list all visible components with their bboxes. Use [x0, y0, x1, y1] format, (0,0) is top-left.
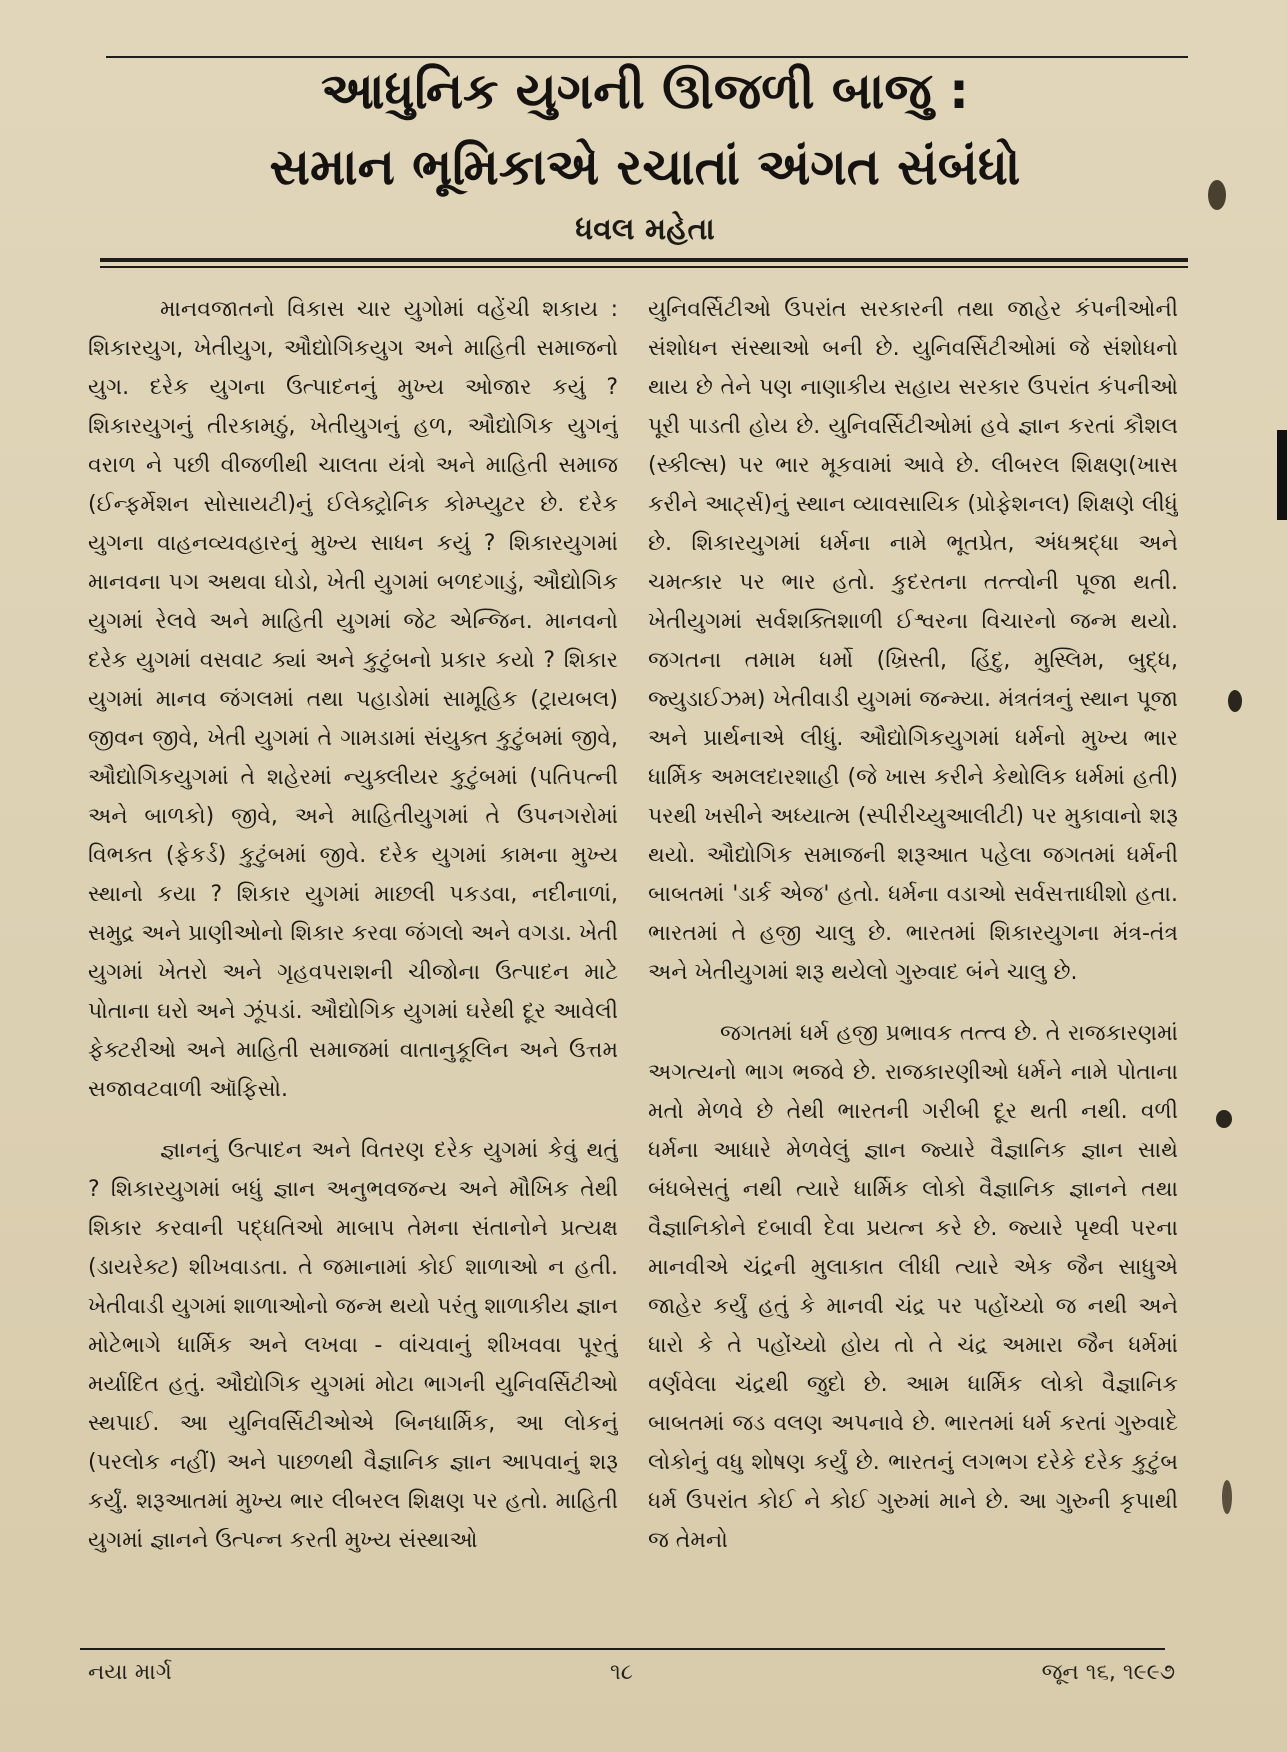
paragraph: માનવજાતનો વિકાસ ચાર યુગોમાં વહેંચી શકાય : શિકારયુગ, ખેતીયુગ, ઔદ્યોગિકયુગ અને માહિતી સમાજનો યુગ. દરેક યુગના ઉત્પાદનનું મુખ્ય ઓજાર કયું ? શિકારયુગનું તીરકામઠું, ખેતીયુગનું હળ, ઔદ્યોગિક યુગનું વરાળ ને પછી વીજળીથી ચાલતા યંત્રો અને માહિતી સમાજ (ઈન્ફર્મેશન સોસાયટી)નું ઈલેક્ટ્રોનિક કોમ્પ્યુટર છે. દરેક યુગના વાહનવ્યવહારનું મુખ્ય સાધન કયું ? શિકારયુગમાં માનવના પગ અથવા ઘોડો, ખેતી યુગમાં બળદગાડું, ઔદ્યોગિક યુગમાં રેલવે અને માહિતી યુગમાં જેટ એન્જિન. માનવનો દરેક યુગમાં વસવાટ ક્યાં અને કુટુંબનો પ્રકાર કયો ? શિકાર યુગમાં માનવ જંગલમાં તથા પહાડોમાં સામૂહિક (ટ્રાયબલ) જીવન જીવે, ખેતી યુગમાં તે ગામડામાં સંયુક્ત કુટુંબમાં જીવે, ઔદ્યોગિકયુગમાં તે શહેરમાં ન્યુક્લીયર કુટુંબમાં (પતિપત્ની અને બાળકો) જીવે, અને માહિતીયુગમાં તે ઉપનગરોમાં વિભક્ત (ફેકર્ડ) કુટુંબમાં જીવે. દરેક યુગમાં કામના મુખ્ય સ્થાનો કયા ? શિકાર યુગમાં માછલી પકડવા, નદીનાળાં, સમુદ્ર અને પ્રાણીઓનો શિકાર કરવા જંગલો અને વગડા. ખેતી યુગમાં ખેતરો અને ગૃહવપરાશની ચીજોના ઉત્પાદન માટે પોતાના ઘરો અને ઝૂંપડાં. ઔદ્યોગિક યુગમાં ઘરેથી દૂર આવેલી ફેક્ટરીઓ અને માહિતી સમાજમાં વાતાનુકૂલિન અને ઉત્તમ સજાવટવાળી ઑફિસો. — [88, 297, 618, 1102]
article-column-right — [648, 290, 1178, 1642]
scan-edge-shadow — [1277, 430, 1287, 520]
footer-date: જૂન ૧૬, ૧૯૯૭ — [1041, 1660, 1175, 1685]
article-title-line-2: સમાન ભૂમિકાએ રચાતાં અંગત સંબંધો — [269, 138, 1021, 196]
paper-tear-mark — [1228, 690, 1242, 712]
paper-tear-mark — [1216, 1110, 1232, 1128]
paper-tear-mark — [1222, 1480, 1232, 1514]
author-name: ધવલ મહેતા — [575, 212, 715, 247]
article-title-line-1: આધુનિક યુગની ઊજળી બાજુ : — [320, 62, 970, 120]
footer-page-number: ૧૮ — [610, 1660, 633, 1685]
paragraph: યુનિવર્સિટીઓ ઉપરાંત સરકારની તથા જાહેર કંપનીઓની સંશોધન સંસ્થાઓ બની છે. યુનિવર્સિટીઓમાં જે સંશોધનો થાય છે તેને પણ નાણાકીય સહાય સરકાર ઉપરાંત કંપનીઓ પૂરી પાડતી હોય છે. યુનિવર્સિટીઓમાં હવે જ્ઞાન કરતાં કૌશલ (સ્કીલ્સ) પર ભાર મૂકવામાં આવે છે. લીબરલ શિક્ષણ(ખાસ કરીને આર્ટ્સ)નું સ્થાન વ્યાવસાયિક (પ્રોફેશનલ) શિક્ષણે લીધું છે. શિકારયુગમાં ધર્મના નામે ભૂતપ્રેત, અંધશ્રદ્ધા અને ચમત્કાર પર ભાર હતો. કુદરતના તત્ત્વોની પૂજા થતી. ખેતીયુગમાં સર્વશક્તિશાળી ઈશ્વરના વિચારનો જન્મ થયો. જગતના તમામ ધર્મો (ખ્રિસ્તી, હિંદુ, મુસ્લિમ, બુદ્ધ, જ્યુડાઈઝમ) ખેતીવાડી યુગમાં જન્મ્યા. મંત્રતંત્રનું સ્થાન પૂજા અને પ્રાર્થનાએ લીધું. ઔદ્યોગિકયુગમાં ધર્મનો મુખ્ય ભાર ધાર્મિક અમલદારશાહી (જે ખાસ કરીને કેથોલિક ધર્મમાં હતી) પરથી ખસીને અધ્યાત્મ (સ્પીરીચ્યુઆલીટી) પર મુકાવાનો શરૂ થયો. ઔદ્યોગિક સમાજની શરૂઆત પહેલા જગતમાં ધર્મની બાબતમાં 'ડાર્ક એજ' હતો. ધર્મના વડાઓ સર્વસત્તાધીશો હતા. ભારતમાં તે હજી ચાલુ છે. ભારતમાં શિકારયુગના મંત્ર-તંત્ર અને ખેતીયુગમાં શરૂ થયેલો ગુરુવાદ બંને ચાલુ છે. — [648, 297, 1178, 985]
header-double-rule-top — [100, 258, 1188, 262]
header-double-rule-bottom — [100, 266, 1188, 268]
footer-rule — [80, 1648, 1165, 1650]
paragraph: જગતમાં ધર્મ હજી પ્રભાવક તત્ત્વ છે. તે રાજકારણમાં અગત્યનો ભાગ ભજવે છે. રાજકારણીઓ ધર્મને નામે પોતાના મતો મેળવે છે તેથી ભારતની ગરીબી દૂર થતી નથી. વળી ધર્મના આધારે મેળવેલું જ્ઞાન જ્યારે વૈજ્ઞાનિક જ્ઞાન સાથે બંધબેસતું નથી ત્યારે ધાર્મિક લોકો વૈજ્ઞાનિક જ્ઞાનને તથા વૈજ્ઞાનિકોને દબાવી દેવા પ્રયત્ન કરે છે. જ્યારે પૃથ્વી પરના માનવીએ ચંદ્રની મુલાકાત લીધી ત્યારે એક જૈન સાધુએ જાહેર કર્યું હતું કે માનવી ચંદ્ર પર પહોંચ્યો જ નથી અને ધારો કે તે પહોંચ્યો હોય તો તે ચંદ્ર અમારા જૈન ધર્મમાં વર્ણવેલા ચંદ્રથી જુદો છે. આમ ધાર્મિક લોકો વૈજ્ઞાનિક બાબતમાં જડ વલણ અપનાવે છે. ભારતમાં ધર્મ કરતાં ગુરુવાદે લોકોનું વધુ શોષણ કર્યું છે. ભારતનું લગભગ દરેકે દરેક કુટુંબ ધર્મ ઉપરાંત કોઈ ને કોઈ ગુરુમાં માને છે. આ ગુરુની કૃપાથી જ તેમનો — [648, 1021, 1178, 1553]
footer-publication: નયા માર્ગ — [88, 1660, 172, 1685]
paper-tear-mark — [1208, 180, 1226, 210]
paragraph: જ્ઞાનનું ઉત્પાદન અને વિતરણ દરેક યુગમાં કેવું થતું ? શિકારયુગમાં બધું જ્ઞાન અનુભવજન્ય અને મૌખિક તેથી શિકાર કરવાની પદ્ધતિઓ માબાપ તેમના સંતાનોને પ્રત્યક્ષ (ડાયરેક્ટ) શીખવાડતા. તે જમાનામાં કોઈ શાળાઓ ન હતી. ખેતીવાડી યુગમાં શાળાઓનો જન્મ થયો પરંતુ શાળાકીય જ્ઞાન મોટેભાગે ધાર્મિક અને લખવા - વાંચવાનું શીખવવા પૂરતું મર્યાદિત હતું. ઔદ્યોગિક યુગમાં મોટા ભાગની યુનિવર્સિટીઓ સ્થપાઈ. આ યુનિવર્સિટીઓએ બિનધાર્મિક, આ લોકનું (પરલોક નહીં) અને પાછળથી વૈજ્ઞાનિક જ્ઞાન આપવાનું શરૂ કર્યું. શરૂઆતમાં મુખ્ય ભાર લીબરલ શિક્ષણ પર હતો. માહિતી યુગમાં જ્ઞાનને ઉત્પન્ન કરતી મુખ્ય સંસ્થાઓ — [88, 1138, 618, 1553]
top-rule — [106, 56, 1188, 58]
article-column-left — [88, 290, 618, 1642]
